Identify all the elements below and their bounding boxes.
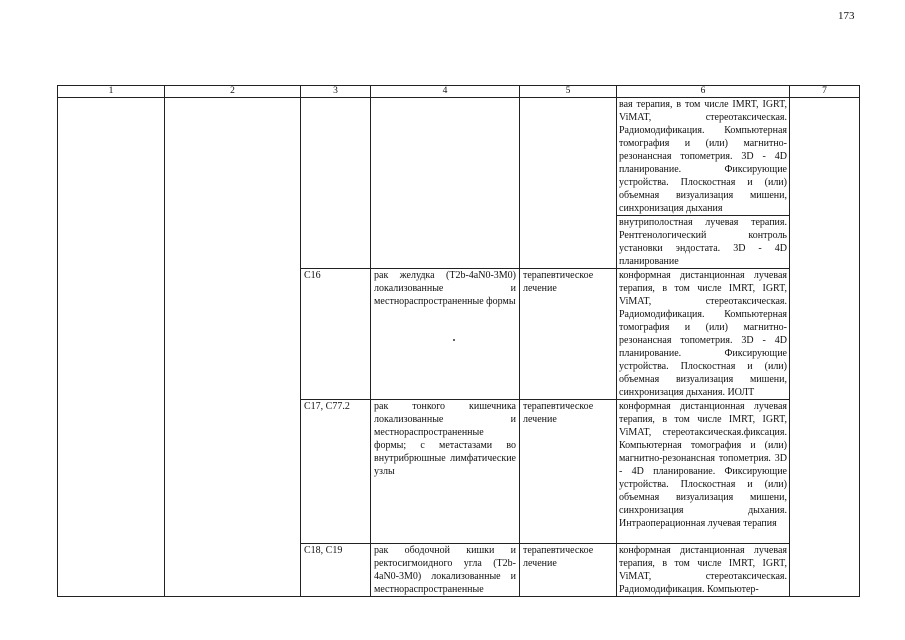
method-text: конформная дистанционная лучевая терапия, в том числе IMRT, IGRT, ViMAT, стереотаксическая. Радиомодификация. Компьютер- [619, 545, 787, 595]
diagnosis-cell [371, 98, 520, 269]
diagnosis-text: рак ободочной кишки и ректосигмоидного угла (T2b-4aN0-3M0) локализованные и местнораспространенные [374, 545, 516, 595]
treatment-cell: терапевтическое лечение [520, 544, 617, 597]
method-cell: вая терапия, в том числе IMRT, IGRT, ViMAT, стереотаксическая. Радиомодификация. Компьютерная томография и (или) магнитно-резонансная топометрия. 3D - 4D планирование. Фиксирующие устройства. Плоскостная и (или) объемная визуализация мишени, синхронизация дыхания [617, 98, 790, 216]
diagnosis-cell: рак желудка (T2b-4aN0-3M0) локализованные и местнораспространенные формы [371, 269, 520, 400]
code-cell: C17, C77.2 [301, 400, 371, 544]
code-cell: C18, C19 [301, 544, 371, 597]
diagnosis-cell: рак тонкого кишечника локализованные и местнораспространенные формы; с метастазами во внутрибрюшные лимфатические узлы [371, 400, 520, 544]
column-header: 1 [58, 86, 165, 98]
column-number-header-row [58, 86, 860, 98]
code-cell: C16 [301, 269, 371, 400]
column-header: 7 [790, 86, 860, 98]
column-header: 5 [520, 86, 617, 98]
column-2-cell [165, 98, 301, 597]
treatment-cell: терапевтическое лечение [520, 400, 617, 544]
column-header: 2 [165, 86, 301, 98]
column-header: 6 [617, 86, 790, 98]
column-1-cell [58, 98, 165, 597]
code-cell [301, 98, 371, 269]
treatment-cell: терапевтическое лечение [520, 269, 617, 400]
medical-care-table [57, 85, 860, 597]
method-cell: внутриполостная лучевая терапия. Рентгенологический контроль установки эндостата. 3D - 4D планирование [617, 216, 790, 269]
table-row [58, 98, 860, 216]
scan-speck [453, 339, 455, 341]
method-cell [617, 544, 790, 597]
column-7-cell [790, 98, 860, 597]
diagnosis-cell [371, 544, 520, 597]
method-cell: конформная дистанционная лучевая терапия, в том числе IMRT, IGRT, ViMAT, стереотаксическая.фиксация. Компьютерная томография и (или) магнитно-резонансная топометрия. 3D - 4D планирование. Фиксирующие устройства. Плоскостная и (или) объемная визуализация мишени, синхронизация дыхания. Интраоперационная лучевая терапия [617, 400, 790, 544]
treatment-cell [520, 98, 617, 269]
method-cell: конформная дистанционная лучевая терапия, в том числе IMRT, IGRT, ViMAT, стереотаксическая. Радиомодификация. Компьютерная томография и (или) магнитно-резонансная топометрия. 3D - 4D планирование. Фиксирующие устройства. Плоскостная и (или) объемная визуализация мишени, синхронизация дыхания. ИОЛТ [617, 269, 790, 400]
page-number: 173 [838, 10, 855, 22]
column-header: 3 [301, 86, 371, 98]
column-header: 4 [371, 86, 520, 98]
